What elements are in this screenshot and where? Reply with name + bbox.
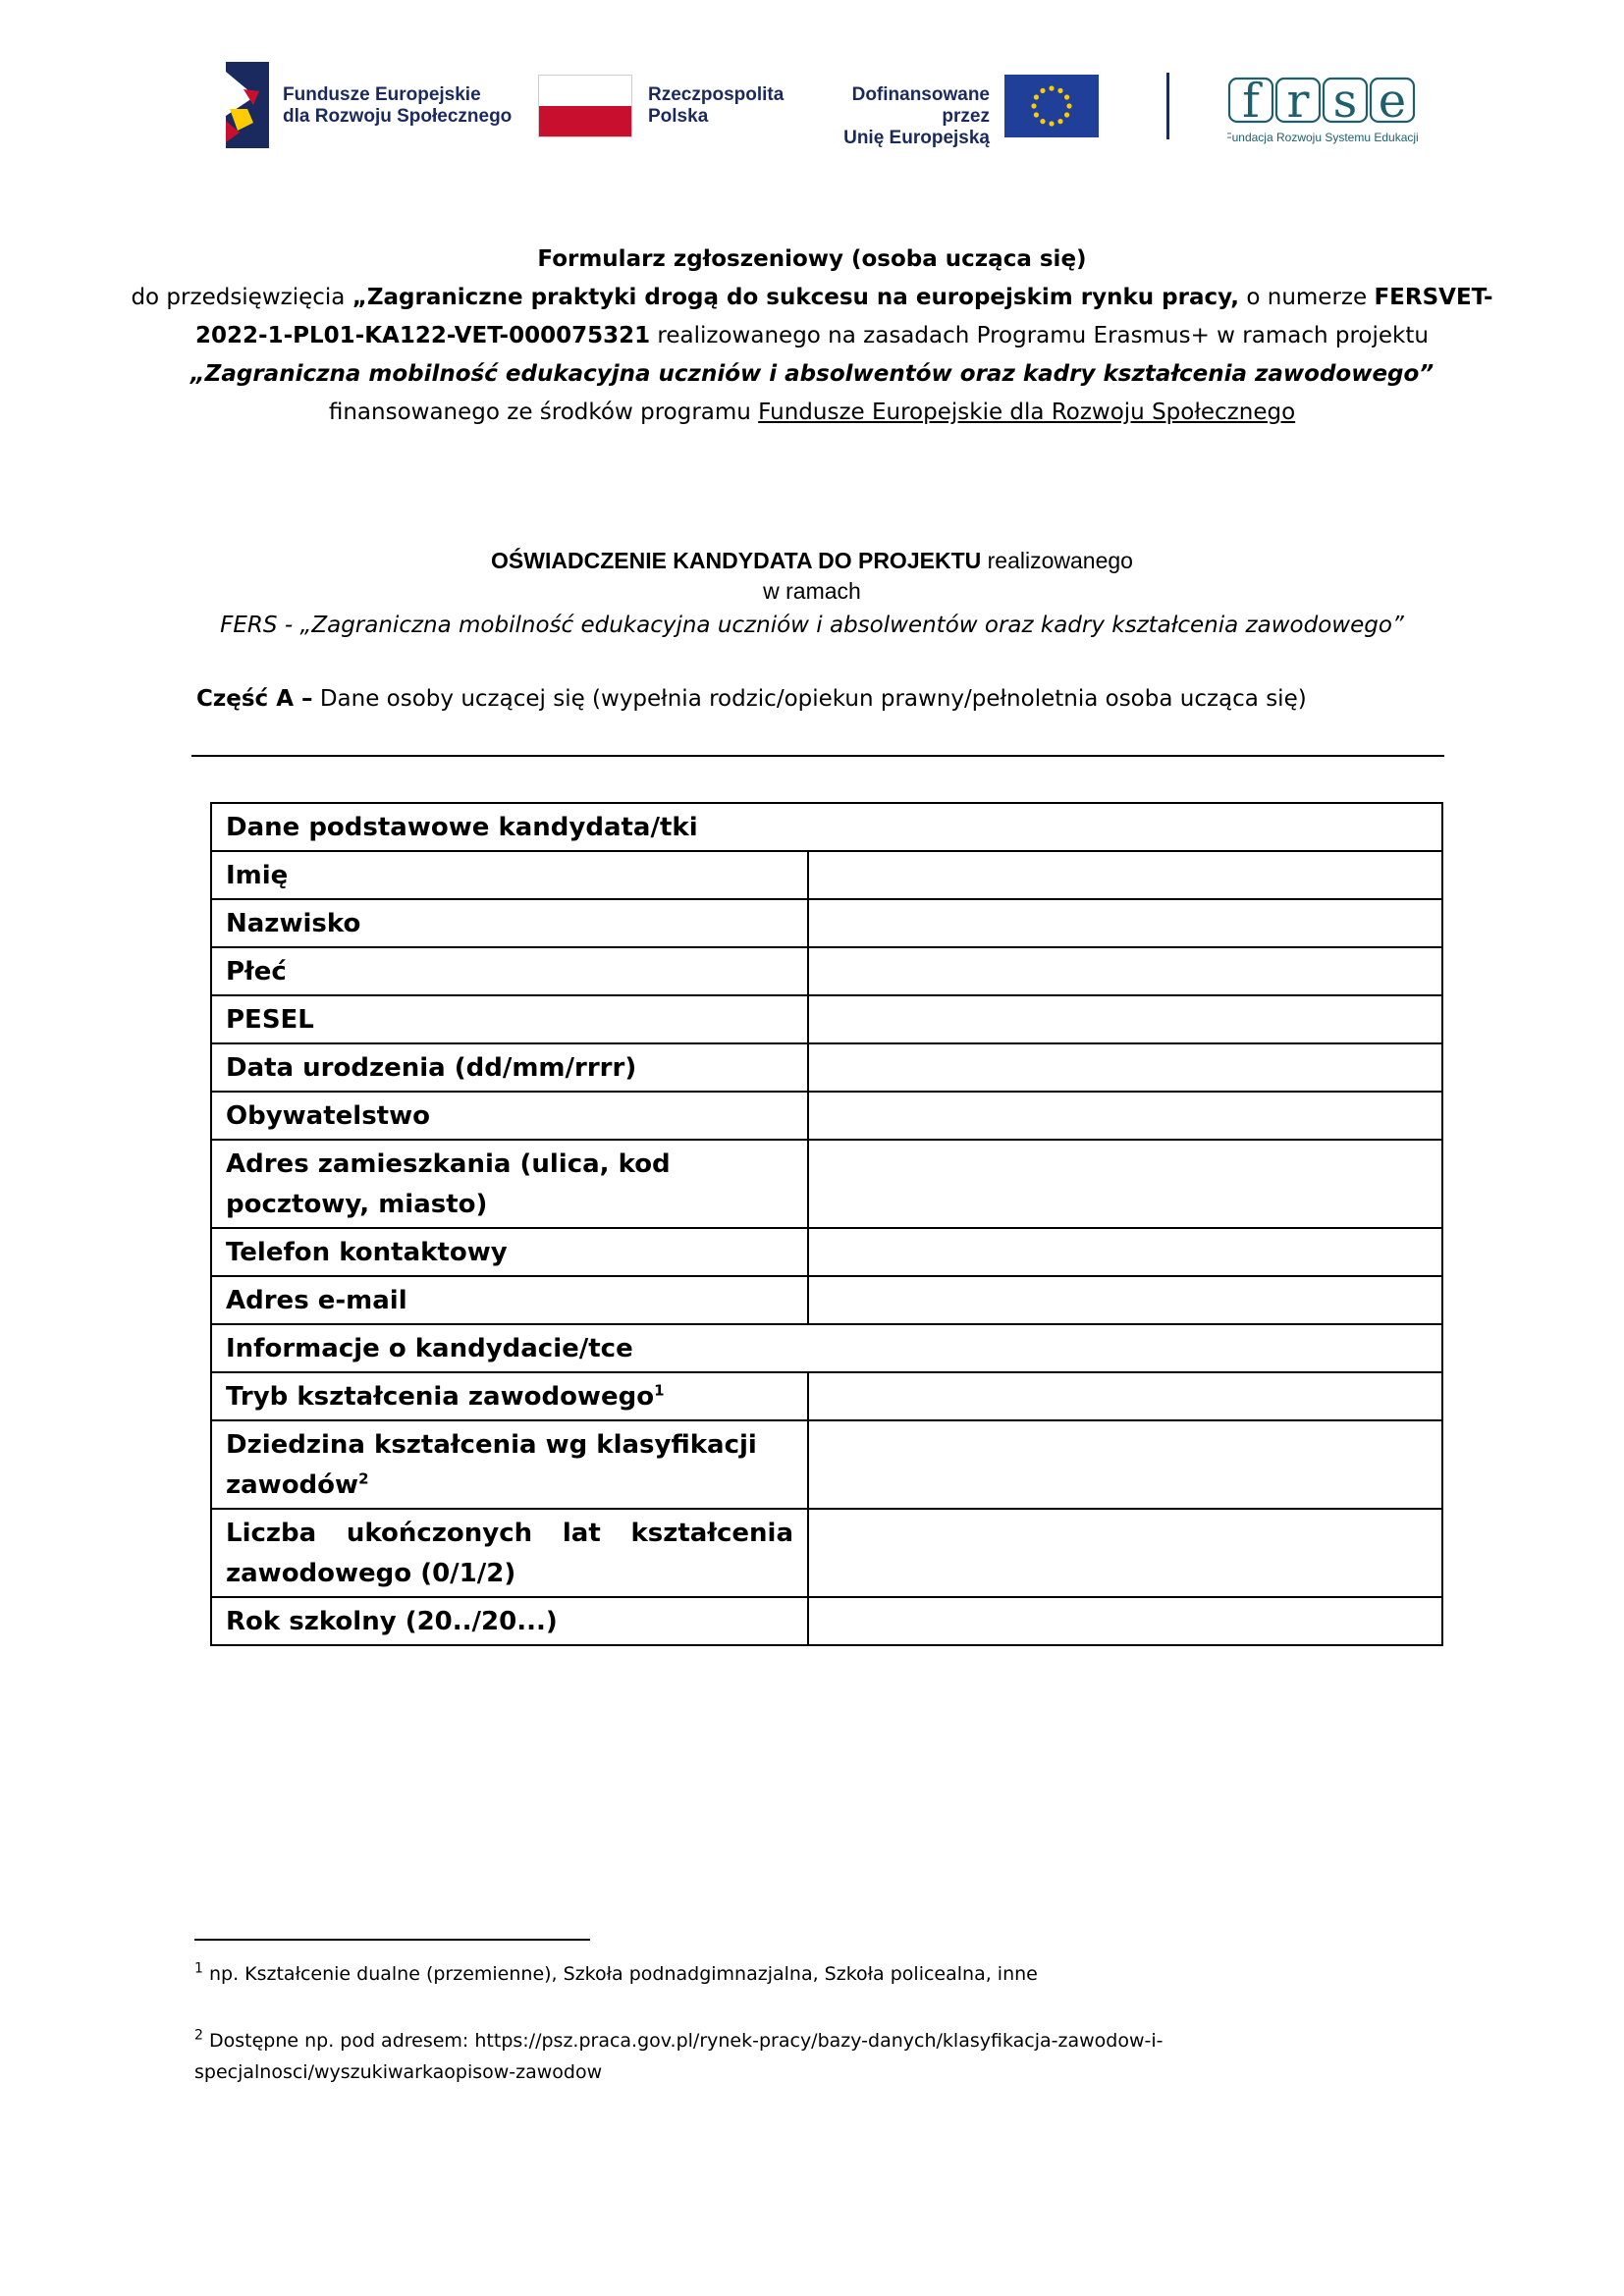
header-line2: do przedsięwzięcia „Zagraniczne praktyki drogą do sukcesu na europejskim rynku pracy, o numerze FERSVET- xyxy=(131,285,1493,310)
label-dziedzina: Dziedzina kształcenia wg klasyfikacji zawodów$^2$ xyxy=(211,1420,808,1509)
field-tryb[interactable] xyxy=(808,1372,1442,1420)
label-adres: Adres zamieszkania (ulica, kod pocztowy, miasto) xyxy=(211,1140,808,1228)
eu-line2: Unię Europejską xyxy=(843,128,990,148)
svg-text:r: r xyxy=(1286,74,1310,129)
field-plec[interactable] xyxy=(808,947,1442,995)
label-telefon: Telefon kontaktowy xyxy=(211,1228,808,1276)
form-title: Formularz zgłoszeniowy (osoba ucząca się) xyxy=(537,246,1087,272)
field-nazwisko[interactable] xyxy=(808,899,1442,947)
table-section-header xyxy=(211,1324,1442,1372)
field-liczba-lat[interactable] xyxy=(808,1509,1442,1597)
part-a-heading: Część A – Dane osoby uczącej się (wypełnia rodzic/opiekun prawny/pełnoletnia osoba ucząca się) xyxy=(196,686,1307,712)
table-row xyxy=(211,1092,1442,1140)
frse-subtitle: Fundacja Rozwoju Systemu Edukacji xyxy=(1227,131,1419,144)
field-dziedzina[interactable] xyxy=(808,1420,1442,1509)
label-obywatelstwo: Obywatelstwo xyxy=(211,1092,808,1140)
label-rok-szkolny: Rok szkolny (20../20...) xyxy=(211,1597,808,1645)
svg-text:f: f xyxy=(1242,74,1260,129)
table-section-header xyxy=(211,803,1442,851)
section-basic-data: Dane podstawowe kandydata/tki xyxy=(211,803,1442,851)
table-row xyxy=(211,1509,1442,1597)
table-row xyxy=(211,1372,1442,1420)
fers-program-link: Fundusze Europejskie dla Rozwoju Społecznego xyxy=(758,400,1296,425)
fe-line1: Fundusze Europejskie xyxy=(283,84,481,105)
footnote-2: $^2$ Dostępne np. pod adresem: https://psz.praca.gov.pl/rynek-pracy/bazy-danych/klasyfikacja-zawodow-i-specjalnosci/wyszukiwarkaopisow-zawodow xyxy=(194,2027,1164,2083)
table-row xyxy=(211,947,1442,995)
field-adres[interactable] xyxy=(808,1140,1442,1228)
header-line3: 2022-1-PL01-KA122-VET-000075321 realizowanego na zasadach Programu Erasmus+ w ramach projektu xyxy=(195,323,1429,348)
table-row xyxy=(211,851,1442,899)
oswiadczenie-heading: OŚWIADCZENIE KANDYDATA DO PROJEKTU realizowanego w ramach xyxy=(118,546,1506,607)
field-data-urodzenia[interactable] xyxy=(808,1043,1442,1092)
table-row xyxy=(211,995,1442,1043)
header-line4: „Zagraniczna mobilność edukacyjna uczniów i absolwentów oraz kadry kształcenia zawodowego” xyxy=(189,361,1435,387)
footnote-1: $^1$ np. Kształcenie dualne (przemienne), Szkoła podnadgimnazjalna, Szkoła policealna, inne xyxy=(194,1960,1038,1985)
footnote-ref-2: 2 xyxy=(358,1469,369,1488)
field-pesel[interactable] xyxy=(808,995,1442,1043)
section-candidate-info: Informacje o kandydacie/tce xyxy=(211,1324,1442,1372)
label-plec: Płeć xyxy=(211,947,808,995)
table-row xyxy=(211,1597,1442,1645)
footnote-divider xyxy=(194,1939,590,1941)
candidate-data-table xyxy=(210,802,1443,1646)
fe-logo-text xyxy=(283,84,512,128)
fe-logo-icon xyxy=(226,62,269,148)
oswiadczenie-line2: w ramach xyxy=(763,578,861,604)
label-tryb: Tryb kształcenia zawodowego$^1$ xyxy=(211,1372,808,1420)
pl-logo-text xyxy=(648,84,784,128)
table-row xyxy=(211,1140,1442,1228)
oswiadczenie-project-line: FERS - „Zagraniczna mobilność edukacyjna uczniów i absolwentów oraz kadry kształcenia zawodowego” xyxy=(220,613,1404,638)
field-rok-szkolny[interactable] xyxy=(808,1597,1442,1645)
footnote-ref-1: 1 xyxy=(654,1381,665,1400)
label-data-urodzenia: Data urodzenia (dd/mm/rrrr) xyxy=(211,1043,808,1092)
table-row xyxy=(211,1043,1442,1092)
form-header xyxy=(118,240,1506,432)
eu-logo-text xyxy=(813,84,990,149)
table-row xyxy=(211,899,1442,947)
pl-line1: Rzeczpospolita xyxy=(648,84,785,105)
header-line5: finansowanego ze środków programu Fundusze Europejskie dla Rozwoju Społecznego xyxy=(328,400,1296,425)
fe-line2: dla Rozwoju Społecznego xyxy=(283,106,513,127)
label-imie: Imię xyxy=(211,851,808,899)
label-liczba-lat: Liczba ukończonych lat kształcenia zawodowego (0/1/2) xyxy=(211,1509,808,1597)
table-row xyxy=(211,1420,1442,1509)
poland-flag-icon xyxy=(538,75,632,137)
label-email: Adres e-mail xyxy=(211,1276,808,1324)
label-nazwisko: Nazwisko xyxy=(211,899,808,947)
section-divider xyxy=(191,755,1444,757)
pl-line2: Polska xyxy=(648,106,709,127)
frse-logo xyxy=(1227,73,1419,151)
field-telefon[interactable] xyxy=(808,1228,1442,1276)
frse-logo-icon xyxy=(1227,73,1419,151)
label-pesel: PESEL xyxy=(211,995,808,1043)
table-row xyxy=(211,1276,1442,1324)
field-imie[interactable] xyxy=(808,851,1442,899)
field-obywatelstwo[interactable] xyxy=(808,1092,1442,1140)
logo-separator xyxy=(1166,73,1169,139)
svg-text:e: e xyxy=(1378,74,1407,129)
svg-text:s: s xyxy=(1332,74,1358,129)
table-row xyxy=(211,1228,1442,1276)
field-email[interactable] xyxy=(808,1276,1442,1324)
eu-flag-icon xyxy=(1004,75,1099,137)
logo-bar xyxy=(226,59,1424,157)
eu-line1: Dofinansowane przez xyxy=(851,84,990,127)
